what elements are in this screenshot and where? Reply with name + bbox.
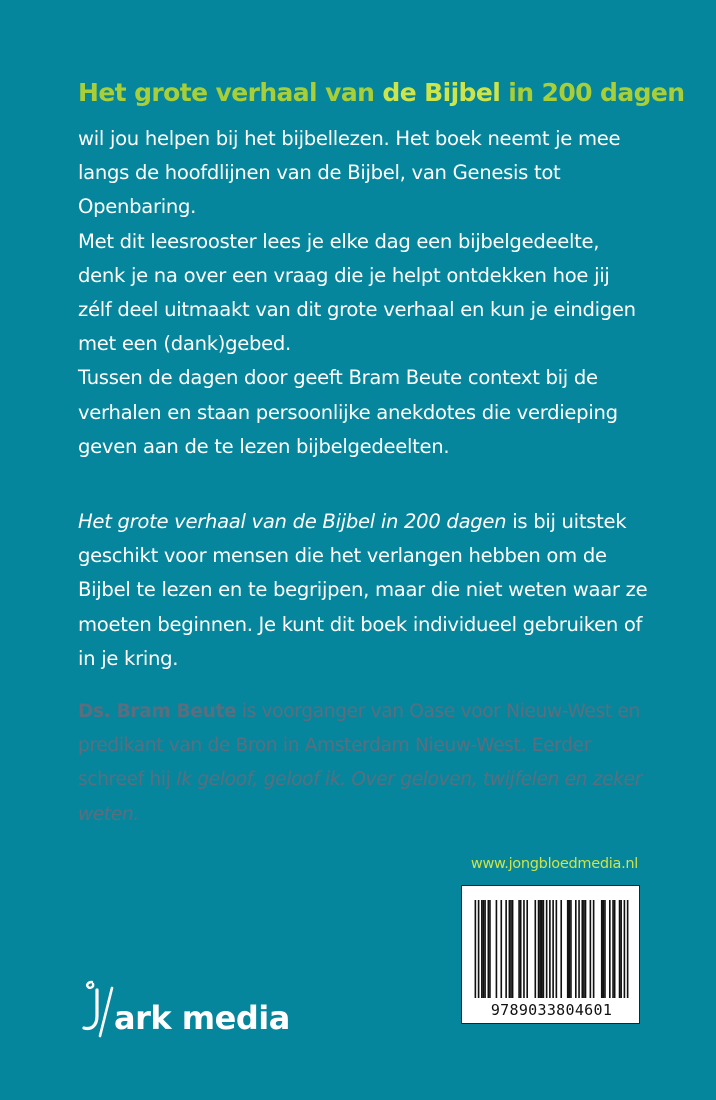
barcode-bar [541, 900, 543, 998]
barcode-bar [578, 900, 580, 998]
website-url[interactable]: www.jongbloedmedia.nl [470, 856, 638, 872]
headline-part3: in 200 dagen [500, 78, 685, 107]
barcode-bar [590, 900, 592, 998]
barcode-bar [575, 900, 577, 998]
publisher-name: ark media [114, 999, 290, 1037]
barcode-bar [583, 900, 585, 998]
barcode-bar [475, 900, 477, 998]
author-previous-book: Ik geloof, geloof ik. Over geloven, twijfelen en zeker weten. [78, 769, 643, 825]
barcode-bar [593, 900, 595, 998]
barcode-bar [534, 900, 536, 998]
barcode-bar [612, 900, 614, 998]
usage-paragraph [78, 505, 648, 676]
intro-paragraph-3: Tussen de dagen door geeft Bram Beute context bij de verhalen en staan persoonlijke anekdotes die verdieping geven aan de te lezen bijbelgedeelten. [78, 366, 618, 458]
barcode-bar [601, 900, 603, 998]
barcode-bar [500, 900, 502, 998]
barcode-bar [509, 900, 511, 998]
intro-paragraph-1: wil jou helpen bij het bijbellezen. Het boek neemt je mee langs de hoofdlijnen van de Bijbel, van Genesis tot Openbaring. [78, 127, 621, 219]
barcode-bar [546, 900, 548, 998]
barcode-bar [570, 900, 572, 998]
barcode-bar [552, 900, 554, 998]
barcode-bar [483, 900, 485, 998]
intro-paragraph-2: Met dit leesrooster lees je elke dag een bijbelgedeelte, denk je na over een vraag die je helpt ontdekken hoe jij zélf deel uitmaakt van dit grote verhaal en kun je eindigen met een (dank)gebed. [78, 229, 636, 356]
barcode-bar [478, 900, 480, 998]
author-bio [78, 695, 658, 832]
barcode-bar [567, 900, 569, 998]
barcode-bar [484, 900, 486, 998]
author-name: Ds. Bram Beute [78, 701, 237, 722]
barcode-bar [620, 900, 622, 998]
barcode-bar [619, 900, 621, 998]
barcode-bar [543, 900, 545, 998]
headline-part2: de Bijbel [382, 78, 501, 107]
barcode-bar [627, 900, 629, 998]
intro-text [78, 122, 648, 464]
barcode-bar [538, 900, 540, 998]
barcode [461, 885, 640, 1024]
barcode-bar [585, 900, 587, 998]
jongbloed-mark-icon [78, 978, 114, 1038]
barcode-bar [609, 900, 611, 998]
author-text: is voorganger van Oase voor Nieuw-West en predikant van de Bron in Amsterdam Nieuw-West. Eerder schreef hij [78, 701, 640, 791]
barcode-bar [603, 900, 605, 998]
barcode-bar [510, 900, 512, 998]
barcode-bar [489, 900, 491, 998]
usage-text: is bij uitstek geschikt voor mensen die het verlangen hebben om de Bijbel te lezen en te begrijpen, maar die niet weten waar ze moeten beginnen. Je kunt dit boek individueel gebruiken of in je kring. [78, 510, 648, 670]
barcode-bar [496, 900, 498, 998]
headline-part1: Het grote verhaal van [78, 78, 383, 107]
barcode-bar [539, 900, 541, 998]
barcode-bar [614, 900, 616, 998]
barcode-bar [481, 900, 483, 998]
barcode-bar [523, 900, 525, 998]
headline [78, 78, 685, 107]
barcode-bar [556, 900, 558, 998]
barcode-bar [604, 900, 606, 998]
barcode-bar [520, 900, 522, 998]
barcode-bar [560, 900, 562, 998]
barcode-bar [505, 900, 507, 998]
barcode-bar [488, 900, 490, 998]
barcode-bar [512, 900, 514, 998]
barcode-bar [624, 900, 626, 998]
barcode-bar [526, 900, 528, 998]
barcode-bar [549, 900, 551, 998]
barcode-bar [569, 900, 571, 998]
book-title-italic: Het grote verhaal van de Bijbel in 200 dagen [78, 510, 507, 533]
publisher-logo [78, 978, 290, 1038]
barcode-bar [518, 900, 520, 998]
barcode-bar [581, 900, 583, 998]
isbn-number: 9789033804601 [490, 1001, 613, 1019]
